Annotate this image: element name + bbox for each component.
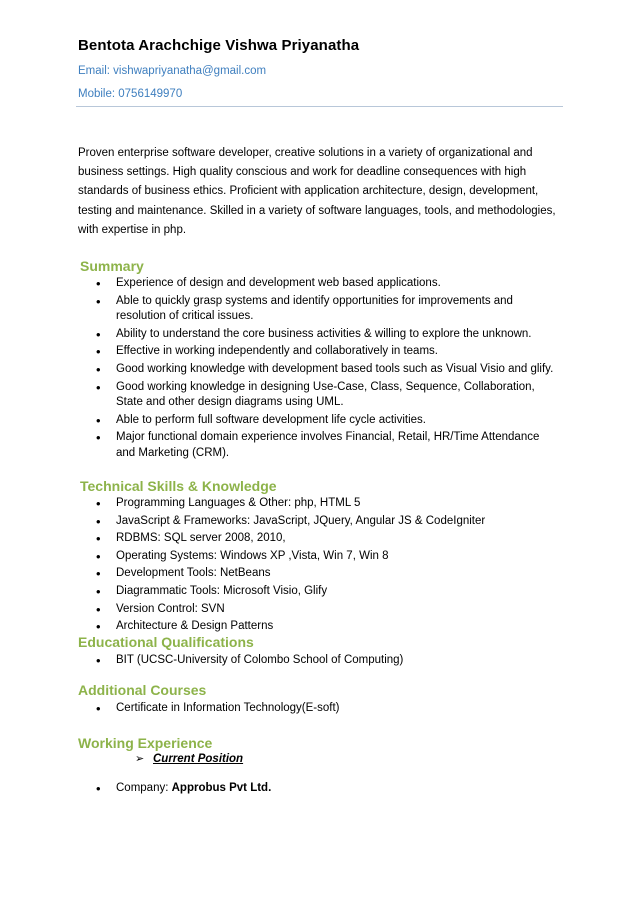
company-name: Approbus Pvt Ltd.	[171, 782, 272, 794]
list-item: • RDBMS: SQL server 2008, 2010,	[96, 531, 558, 547]
list-item: • Development Tools: NetBeans	[96, 566, 558, 582]
list-item: • Certificate in Information Technology(E-soft)	[96, 701, 558, 717]
courses-heading: Additional Courses	[78, 682, 207, 698]
intro-paragraph: Proven enterprise software developer, creative solutions in a variety of organizational and business settings. High quality conscious and work for deadline consequences with high standards of business ethics. Proficient with application architecture, design, development, testing and maintenance. Skilled in a variety of software languages, tools, and methodologies, with expertise in php.	[78, 147, 556, 236]
summary-list	[96, 276, 558, 464]
summary-heading: Summary	[80, 258, 144, 274]
list-item: • Able to quickly grasp systems and identify opportunities for improvements and resolution of critical issues.	[96, 294, 558, 325]
list-item: • Good working knowledge in designing Use-Case, Class, Sequence, Collaboration, State and other design diagrams using UML.	[96, 380, 558, 411]
current-position-label: Current Position	[153, 753, 244, 765]
skills-heading: Technical Skills & Knowledge	[80, 478, 277, 494]
courses-list	[96, 701, 558, 719]
list-item: • Diagrammatic Tools: Microsoft Visio, Glify	[96, 584, 558, 600]
list-item: • Effective in working independently and collaboratively in teams.	[96, 344, 558, 360]
education-list	[96, 653, 558, 671]
list-item: • Good working knowledge with development based tools such as Visual Visio and glify.	[96, 362, 558, 378]
list-item: • Architecture & Design Patterns	[96, 619, 558, 635]
list-item: • Ability to understand the core business activities & willing to explore the unknown.	[96, 327, 558, 343]
work-heading: Working Experience	[78, 735, 213, 751]
company-label: Company:	[116, 782, 172, 794]
skills-list	[96, 496, 558, 637]
list-item: • Experience of design and development web based applications.	[96, 276, 558, 292]
list-item: • Able to perform full software development life cycle activities.	[96, 413, 558, 429]
mobile-line: Mobile: 0756149970	[78, 88, 183, 100]
list-item: • Major functional domain experience involves Financial, Retail, HR/Time Attendance and Marketing (CRM).	[96, 430, 558, 461]
header-divider	[76, 106, 563, 107]
arrow-bullet-icon: ➢	[135, 753, 145, 765]
list-item: • Programming Languages & Other: php, HTML 5	[96, 496, 558, 512]
current-position	[135, 752, 243, 765]
list-item: • Version Control: SVN	[96, 602, 558, 618]
list-item: • JavaScript & Frameworks: JavaScript, JQuery, Angular JS & CodeIgniter	[96, 514, 558, 530]
education-heading: Educational Qualifications	[78, 634, 254, 650]
bullet-icon: •	[96, 781, 101, 796]
email-line: Email: vishwapriyanatha@gmail.com	[78, 65, 267, 77]
candidate-name: Bentota Arachchige Vishwa Priyanatha	[78, 37, 360, 54]
list-item: • Operating Systems: Windows XP ,Vista, Win 7, Win 8	[96, 549, 558, 565]
list-item: • BIT (UCSC-University of Colombo School of Computing)	[96, 653, 558, 669]
company-line	[96, 782, 271, 794]
